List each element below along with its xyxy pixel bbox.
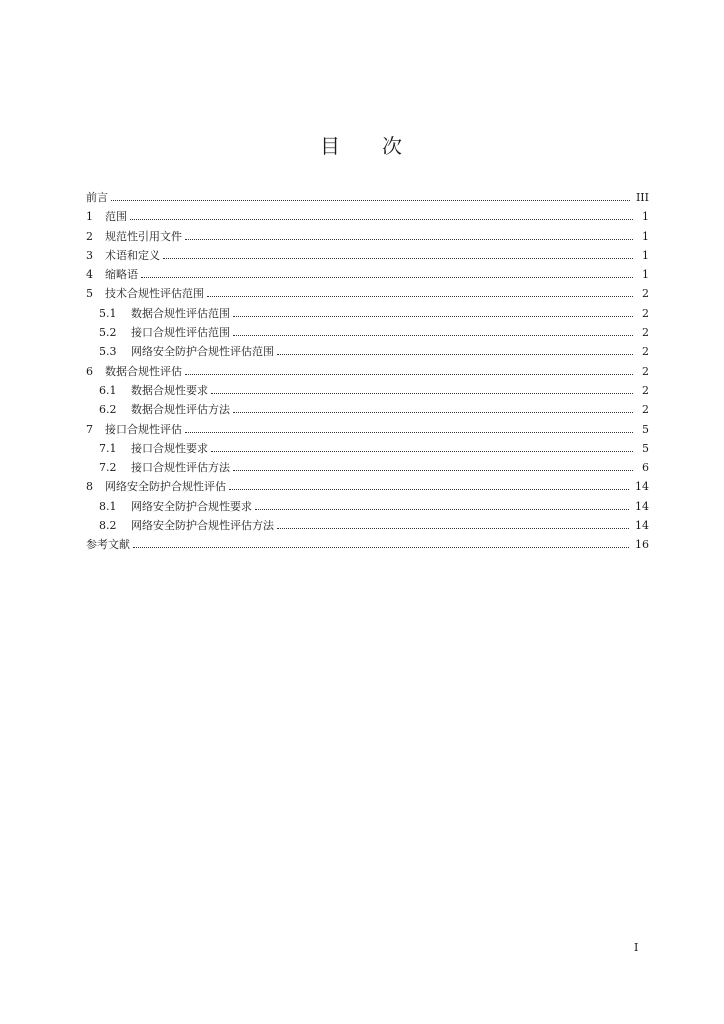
toc-entry-page: 14 — [635, 499, 649, 513]
toc-entry-label — [86, 477, 229, 496]
toc-entry-number: 5.2 — [99, 326, 117, 340]
toc-dot-leader — [211, 450, 633, 452]
toc-entry-label — [86, 284, 207, 303]
toc-entry-label — [86, 265, 141, 284]
toc-dot-leader — [211, 392, 633, 394]
toc-title — [0, 130, 724, 159]
toc-entry[interactable] — [86, 265, 649, 284]
toc-dot-leader — [255, 508, 629, 510]
toc-entry-page: 2 — [642, 326, 649, 340]
toc-entry[interactable] — [86, 381, 649, 400]
toc-entry-text: 网络安全防护合规性评估范围 — [131, 345, 274, 359]
toc-entry[interactable] — [86, 304, 649, 323]
toc-entry-text: 接口合规性评估方法 — [131, 461, 230, 475]
toc-dot-leader — [233, 469, 633, 471]
toc-dot-leader — [133, 546, 629, 548]
toc-entry-label — [86, 207, 130, 226]
toc-entry-label — [86, 227, 185, 246]
toc-entry[interactable] — [86, 497, 649, 516]
toc-dot-leader — [185, 373, 633, 375]
toc-entry[interactable] — [86, 323, 649, 342]
toc-entry-number: 7.1 — [99, 441, 117, 455]
toc-entry[interactable] — [86, 342, 649, 361]
toc-entry[interactable] — [86, 284, 649, 303]
toc-entry-text: 接口合规性评估范围 — [131, 326, 230, 340]
toc-entry-text: 数据合规性要求 — [131, 383, 208, 397]
toc-entry-number: 3 — [86, 248, 93, 262]
toc-entry-label — [99, 342, 277, 361]
toc-entry-page: 2 — [642, 287, 649, 301]
toc-entry[interactable] — [86, 246, 649, 265]
toc-dot-leader — [233, 334, 633, 336]
toc-dot-leader — [277, 527, 629, 529]
toc-entry-page: 5 — [642, 422, 649, 436]
toc-entry-text: 规范性引用文件 — [105, 229, 182, 243]
toc-entry-number: 6.2 — [99, 403, 117, 417]
toc-entry-page: 2 — [642, 345, 649, 359]
toc-entry-text: 前言 — [86, 191, 108, 204]
toc-entry-page: 6 — [642, 461, 649, 475]
toc-entry-text: 数据合规性评估 — [105, 364, 182, 378]
toc-entry[interactable] — [86, 458, 649, 477]
toc-entry-text: 接口合规性评估 — [105, 422, 182, 436]
toc-entry-text: 数据合规性评估方法 — [131, 403, 230, 417]
toc-entry-number: 8.2 — [99, 519, 117, 533]
toc-entry-text: 范围 — [105, 210, 127, 224]
toc-entry-label — [99, 497, 255, 516]
toc-entry-number: 2 — [86, 229, 93, 243]
toc-title-char-1: 目 — [320, 134, 342, 158]
toc-entry-number: 5.1 — [99, 306, 117, 320]
toc-entry-page: 2 — [642, 383, 649, 397]
toc-entry-label — [86, 362, 185, 381]
toc-entry[interactable] — [86, 188, 649, 207]
toc-dot-leader — [233, 315, 633, 317]
toc-dot-leader — [233, 411, 633, 413]
toc-entry-label — [99, 323, 233, 342]
toc-dot-leader — [229, 488, 629, 490]
toc-entry[interactable] — [86, 420, 649, 439]
toc-entry-page: 1 — [642, 210, 649, 224]
toc-entry-text: 缩略语 — [105, 268, 138, 282]
toc-entry-label — [99, 516, 277, 535]
toc-entry-page: III — [635, 191, 649, 204]
toc-entry-label — [86, 188, 111, 207]
toc-entry[interactable] — [86, 516, 649, 535]
toc-entry-page: 14 — [635, 519, 649, 533]
toc-entry-number: 8.1 — [99, 499, 117, 513]
toc-entry-label — [99, 381, 211, 400]
toc-entry-text: 术语和定义 — [105, 248, 160, 262]
toc-entry-text: 网络安全防护合规性要求 — [131, 499, 252, 513]
toc-entry-number: 7.2 — [99, 461, 117, 475]
toc-entry-text: 参考文献 — [86, 538, 130, 552]
toc-entry-label — [99, 400, 233, 419]
toc-entry-text: 网络安全防护合规性评估方法 — [131, 519, 274, 533]
toc-entry-page: 2 — [642, 403, 649, 417]
toc-entry-page: 1 — [642, 229, 649, 243]
toc-entry-label — [99, 304, 233, 323]
toc-entry-number: 1 — [86, 210, 93, 224]
toc-entry-number: 7 — [86, 422, 93, 436]
toc-entry[interactable] — [86, 227, 649, 246]
toc-entry-label — [86, 535, 133, 554]
toc-entry-page: 14 — [635, 480, 649, 494]
toc-entry-number: 6.1 — [99, 383, 117, 397]
toc-entry-text: 技术合规性评估范围 — [105, 287, 204, 301]
toc-dot-leader — [141, 276, 633, 278]
toc-entry-label — [99, 439, 211, 458]
toc-dot-leader — [130, 218, 633, 220]
toc-entry[interactable] — [86, 362, 649, 381]
footer-page-number: I — [634, 941, 639, 954]
toc-dot-leader — [277, 353, 633, 355]
table-of-contents — [86, 188, 649, 555]
toc-entry[interactable] — [86, 535, 649, 554]
toc-dot-leader — [185, 431, 633, 433]
toc-dot-leader — [207, 295, 633, 297]
toc-entry-page: 1 — [642, 248, 649, 262]
toc-dot-leader — [185, 238, 633, 240]
toc-entry-text: 数据合规性评估范围 — [131, 306, 230, 320]
toc-entry-number: 6 — [86, 364, 93, 378]
toc-entry[interactable] — [86, 477, 649, 496]
toc-entry-text: 网络安全防护合规性评估 — [105, 480, 226, 494]
toc-entry-number: 8 — [86, 480, 93, 494]
toc-title-char-2: 次 — [382, 134, 404, 158]
toc-entry-page: 2 — [642, 364, 649, 378]
toc-entry-label — [86, 246, 163, 265]
toc-entry-number: 4 — [86, 268, 93, 282]
toc-entry-label — [99, 458, 233, 477]
toc-entry-page: 5 — [642, 441, 649, 455]
toc-entry-label — [86, 420, 185, 439]
toc-dot-leader — [111, 199, 630, 201]
toc-entry-number: 5.3 — [99, 345, 117, 359]
toc-entry[interactable] — [86, 400, 649, 419]
toc-entry[interactable] — [86, 207, 649, 226]
toc-entry[interactable] — [86, 439, 649, 458]
toc-entry-text: 接口合规性要求 — [131, 441, 208, 455]
toc-dot-leader — [163, 257, 633, 259]
toc-entry-page: 1 — [642, 268, 649, 282]
toc-entry-page: 16 — [635, 538, 649, 552]
toc-entry-page: 2 — [642, 306, 649, 320]
toc-entry-number: 5 — [86, 287, 93, 301]
